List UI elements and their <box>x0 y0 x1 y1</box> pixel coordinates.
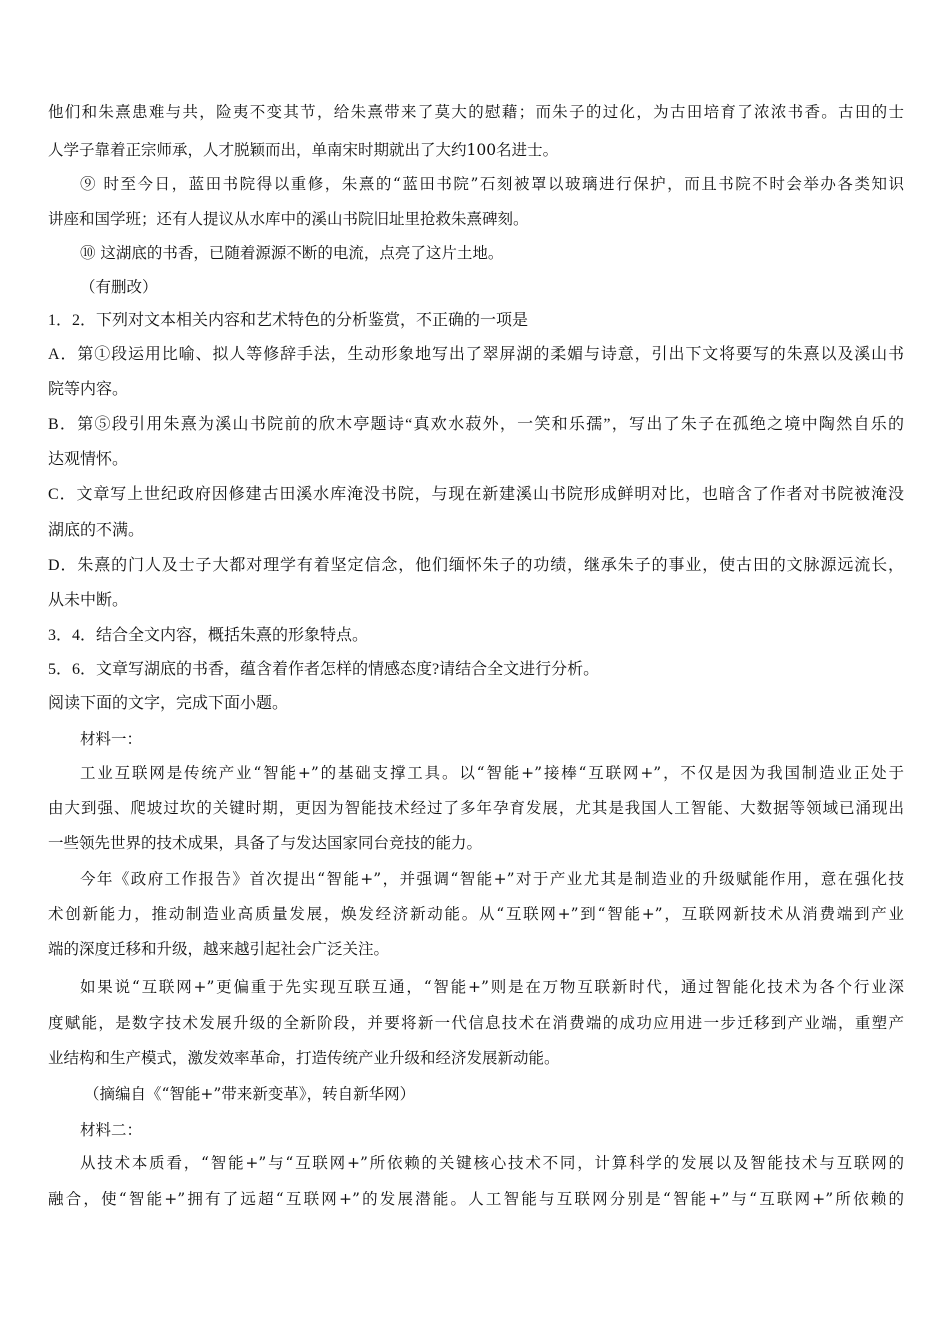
text-line: 今年《政府工作报告》首次提出“智能+”，并强调“智能+”对于产业尤其是制造业的升级赋能作用，意在强化技 <box>80 870 904 888</box>
text-line: 融合，使“智能+”拥有了远超“互联网+”的发展潜能。人工智能与互联网分别是“智能+”与“互联网+”所依赖的 <box>48 1190 904 1208</box>
option-c: C．文章写上世纪政府因修建古田溪水库淹没书院，与现在新建溪山书院形成鲜明对比，也暗含了作者对书院被淹没 <box>48 486 904 503</box>
material-1-heading: 材料一： <box>80 730 143 748</box>
option-d: D．朱熹的门人及士子大都对理学有着坚定信念，他们缅怀朱子的功绩，继承朱子的事业，使古田的文脉源远流长， <box>48 557 904 574</box>
option-b: B．第⑤段引用朱熹为溪山书院前的欣木亭题诗“真欢水菽外，一笑和乐孺”，写出了朱子在孤绝之境中陶然自乐的 <box>48 416 904 433</box>
text-line: 一些领先世界的技术成果，具备了与发达国家同台竞技的能力。 <box>48 834 483 852</box>
text-line: 如果说“互联网+”更偏重于先实现互联互通，“智能+”则是在万物互联新时代，通过智能化技术为各个行业深 <box>80 978 904 996</box>
text-line: 端的深度迁移和升级，越来越引起社会广泛关注。 <box>48 940 390 958</box>
text-line: （有删改） <box>80 278 158 296</box>
material-1-source: （摘编自《“智能+”带来新变革》，转自新华网） <box>84 1085 416 1103</box>
option-a-continued: 院等内容。 <box>48 381 129 398</box>
text-line: 人学子靠着正宗师承，人才脱颖而出，单南宋时期就出了大约100名进士。 <box>48 141 559 159</box>
question-3-4: 3．4．结合全文内容，概括朱熹的形象特点。 <box>48 627 369 644</box>
text-line: 工业互联网是传统产业“智能+”的基础支撑工具。以“智能+”接棒“互联网+”，不仅是因为我国制造业正处于 <box>80 764 904 782</box>
text-line: 业结构和生产模式，激发效率革命，打造传统产业升级和经济发展新动能。 <box>48 1049 560 1067</box>
text-line: 讲座和国学班；还有人提议从水库中的溪山书院旧址里抢救朱熹碑刻。 <box>48 210 529 228</box>
text-line: 度赋能，是数字技术发展升级的全新阶段，并要将新一代信息技术在消费端的成功应用进一步迁移到产业端，重塑产 <box>48 1014 904 1032</box>
text-line: 由大到强、爬坡过坎的关键时期，更因为智能技术经过了多年孕育发展，尤其是我国人工智能、大数据等领域已涌现出 <box>48 799 904 817</box>
option-b-continued: 达观情怀。 <box>48 451 129 468</box>
text-line: ⑨ 时至今日，蓝田书院得以重修，朱熹的“蓝田书院”石刻被罩以玻璃进行保护，而且书院不时会举办各类知识 <box>80 175 904 193</box>
text-line: 从技术本质看，“智能+”与“互联网+”所依赖的关键核心技术不同，计算科学的发展以及智能技术与互联网的 <box>80 1154 904 1172</box>
option-d-continued: 从未中断。 <box>48 592 129 609</box>
question-1-2: 1．2．下列对文本相关内容和艺术特色的分析鉴赏，不正确的一项是 <box>48 312 529 329</box>
option-a: A．第①段运用比喻、拟人等修辞手法，生动形象地写出了翠屏湖的柔媚与诗意，引出下文将要写的朱熹以及溪山书 <box>48 346 904 363</box>
text-line: 术创新能力，推动制造业高质量发展，焕发经济新动能。从“互联网+”到“智能+”，互联网新技术从消费端到产业 <box>48 905 904 923</box>
material-2-heading: 材料二： <box>80 1121 143 1139</box>
text-line: ⑩ 这湖底的书香，已随着源源不断的电流，点亮了这片土地。 <box>80 244 504 262</box>
question-5-6: 5．6．文章写湖底的书香，蕴含着作者怎样的情感态度?请结合全文进行分析。 <box>48 661 600 678</box>
option-c-continued: 湖底的不满。 <box>48 522 145 539</box>
text-line: 他们和朱熹患难与共，险夷不变其节，给朱熹带来了莫大的慰藉；而朱子的过化，为古田培育了浓浓书香。古田的士 <box>48 103 904 121</box>
reading-instruction: 阅读下面的文字，完成下面小题。 <box>48 695 289 712</box>
